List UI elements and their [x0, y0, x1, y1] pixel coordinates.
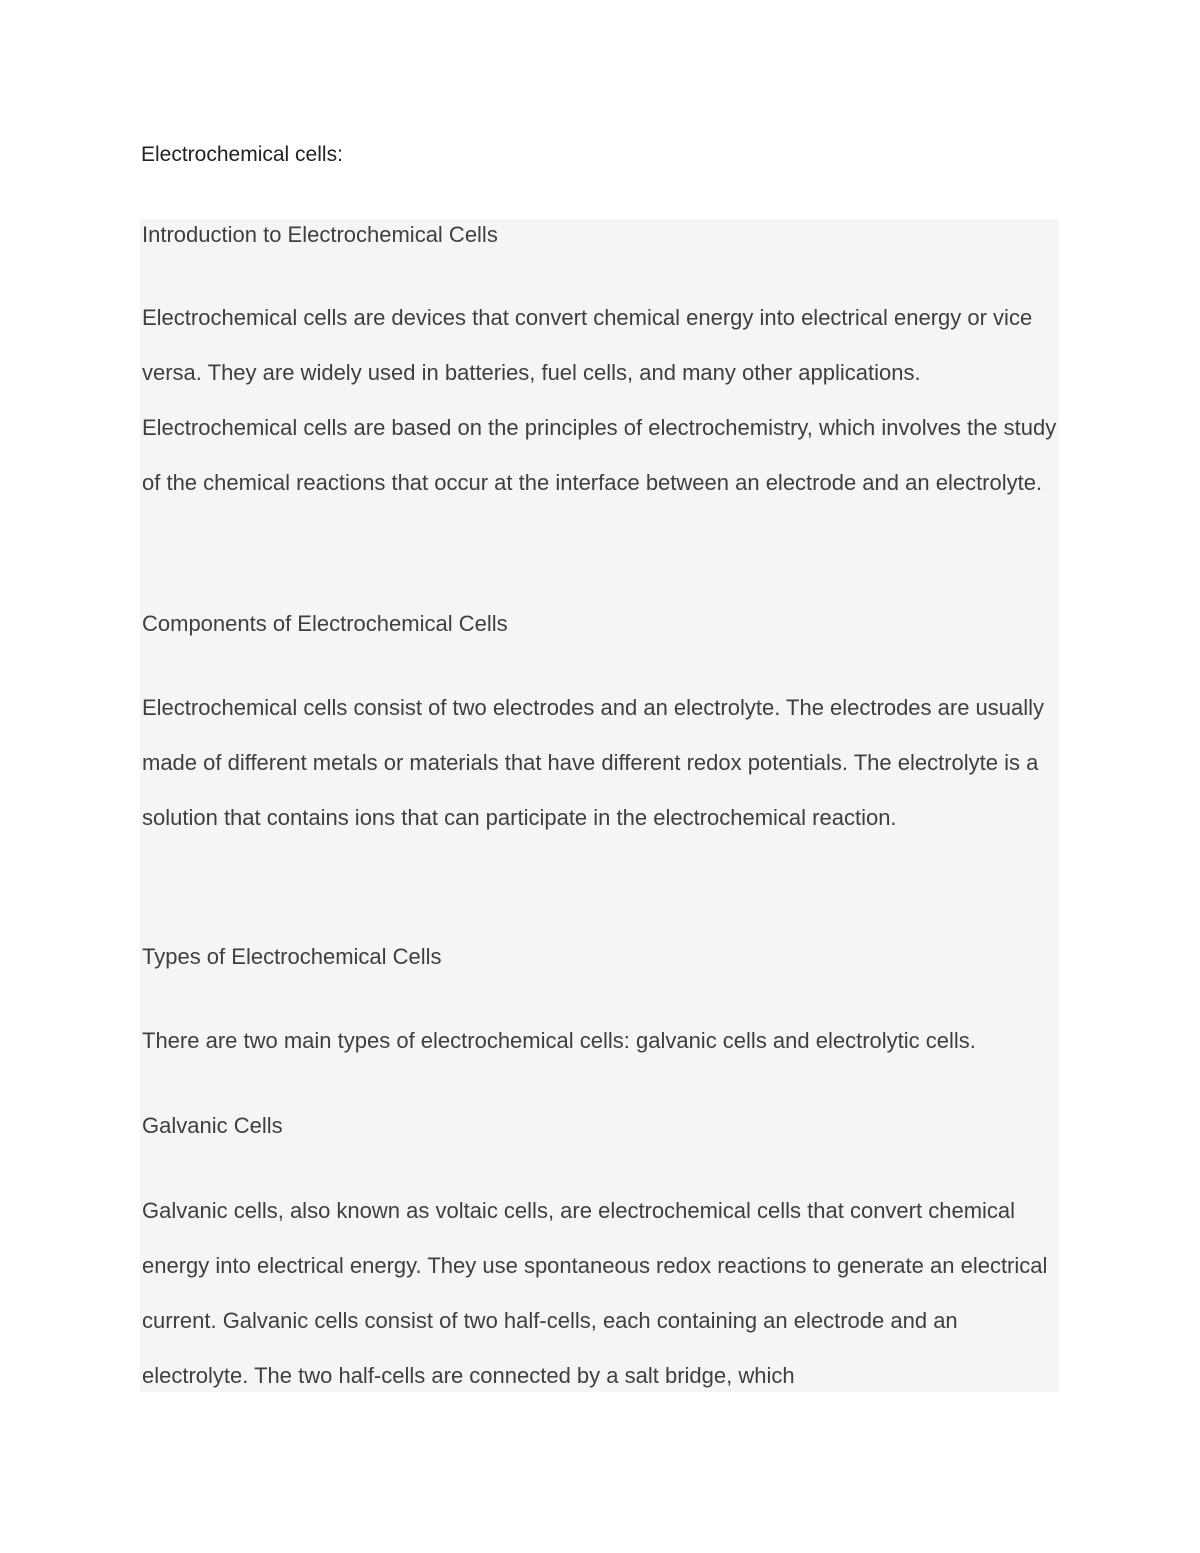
section-body-introduction: Electrochemical cells are devices that convert chemical energy into electrical energy or vice versa. They are widely used in batteries, fuel cells, and many other applications. Electrochemical cells are based on the principles of electrochemistry, which involves the study of the chemical reactions that occur at the interface between an electrode and an electrolyte. — [142, 305, 1057, 495]
section-heading-components: Components of Electrochemical Cells — [142, 611, 508, 636]
section-body-components: Electrochemical cells consist of two electrodes and an electrolyte. The electrodes are usually made of different metals or materials that have different redox potentials. The electrolyte is a solution that contains ions that can participate in the electrochemical reaction. — [142, 695, 1045, 830]
content-block — [140, 219, 1059, 1392]
page-title: Electrochemical cells: — [141, 143, 343, 166]
section-heading-types: Types of Electrochemical Cells — [142, 944, 442, 969]
section-body-galvanic: Galvanic cells, also known as voltaic cells, are electrochemical cells that convert chemical energy into electrical energy. They use spontaneous redox reactions to generate an electrical current. Galvanic cells consist of two half-cells, each containing an electrode and an electrolyte. The two half-cells are connected by a salt bridge, which — [142, 1198, 1048, 1388]
section-heading-galvanic: Galvanic Cells — [142, 1113, 283, 1138]
section-heading-introduction: Introduction to Electrochemical Cells — [142, 222, 498, 247]
section-body-types: There are two main types of electrochemical cells: galvanic cells and electrolytic cells. — [142, 1028, 976, 1053]
